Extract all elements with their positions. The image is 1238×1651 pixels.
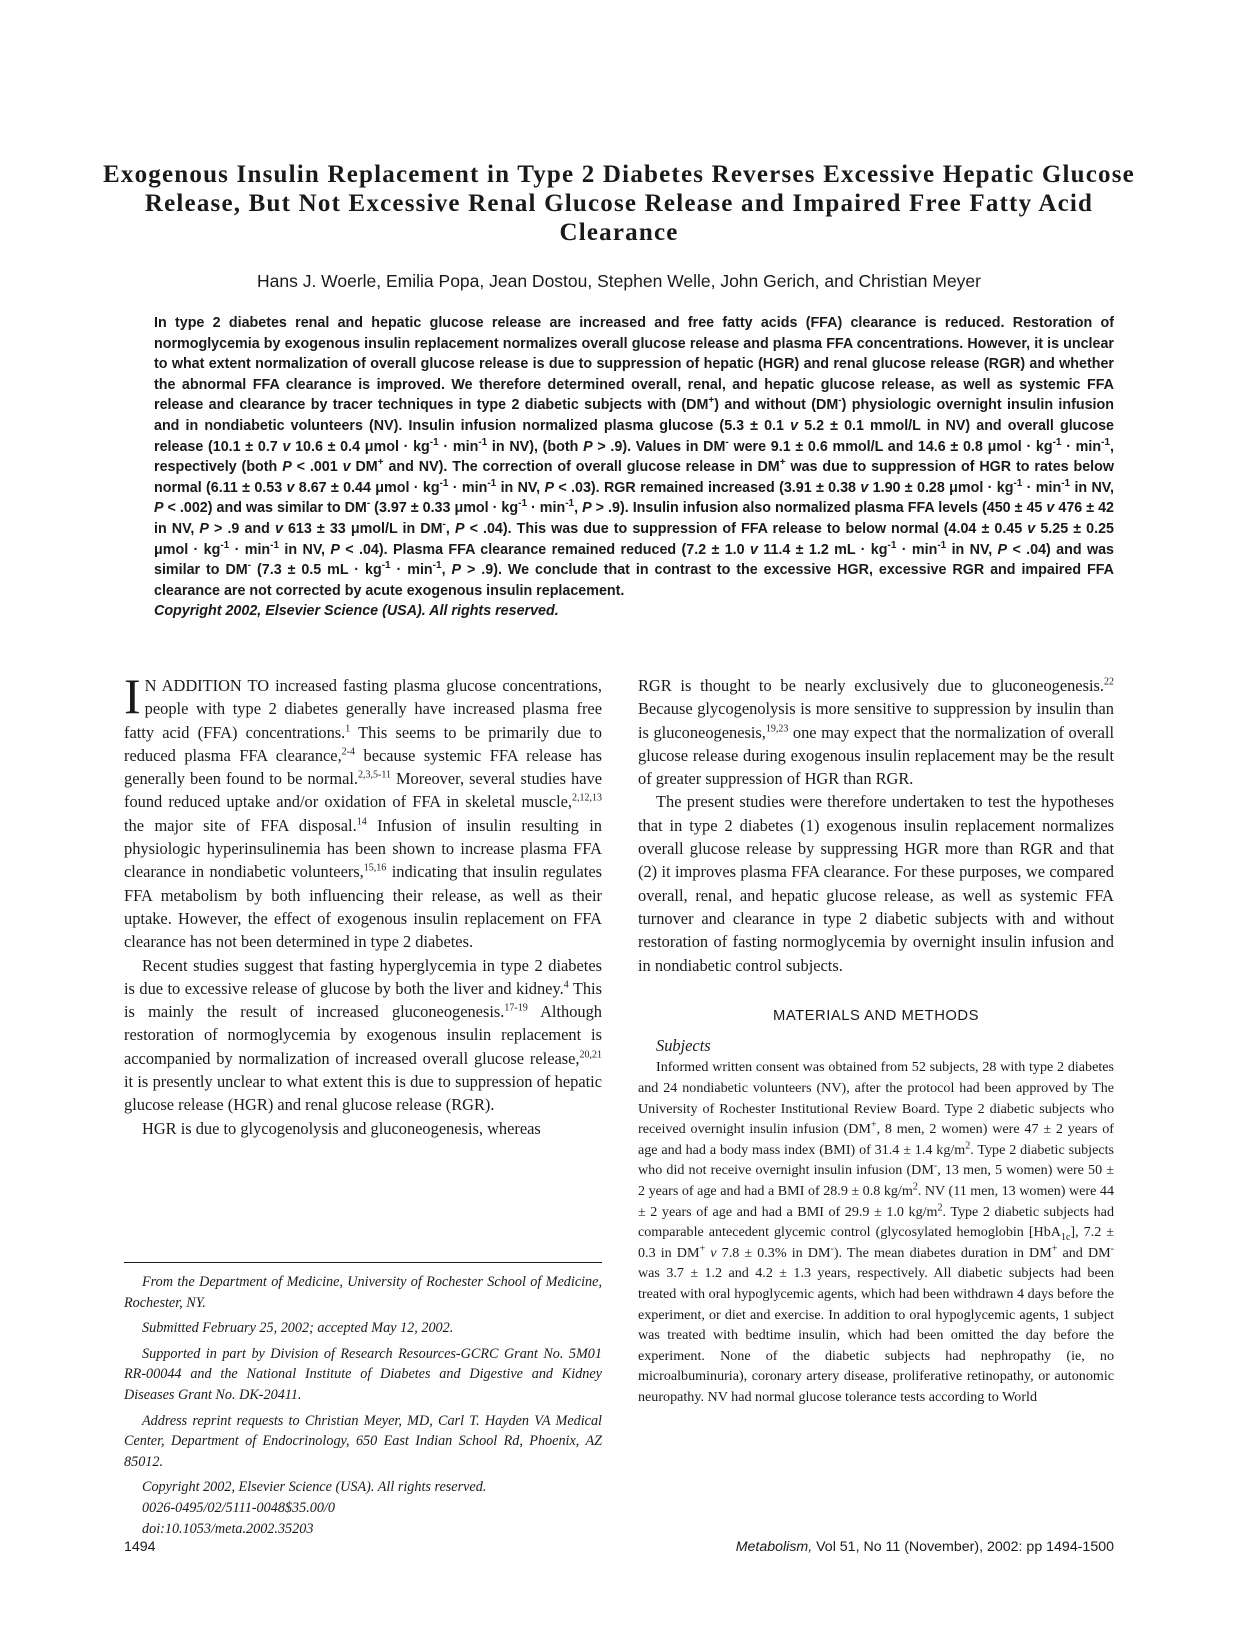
- author-list: Hans J. Woerle, Emilia Popa, Jean Dostou, Stephen Welle, John Gerich, and Christian Meyer: [256, 271, 981, 291]
- footnote-address: Address reprint requests to Christian Meyer, MD, Carl T. Hayden VA Medical Center, Department of Endocrinology, 650 East Indian School Rd, Phoenix, AZ 85012.: [124, 1412, 602, 1470]
- intro-paragraph-3: HGR is due to glycogenolysis and gluconeogenesis, whereas: [142, 1118, 541, 1138]
- intro-paragraph-5: The present studies were therefore undertaken to test the hypotheses that in type 2 diabetes (1) exogenous insulin replacement normalizes overall glucose release by suppressing HGR more than RGR and that (2) it improves plasma FFA clearance. For these purposes, we compared overall, renal, and hepatic glucose release, as well as systemic FFA turnover and clearance in type 2 diabetic subjects with and without restoration of fasting normoglycemia by overnight insulin infusion and in nondiabetic control subjects.: [638, 792, 1114, 975]
- body-column-right: [638, 674, 1114, 1408]
- journal-citation: [736, 1538, 1114, 1556]
- footnote-issn: 0026-0495/02/5111-0048$35.00/0: [142, 1499, 335, 1516]
- footnote-affiliation: From the Department of Medicine, University of Rochester School of Medicine, Rochester, NY.: [124, 1274, 602, 1311]
- footnotes: [124, 1272, 602, 1539]
- body-column-left: [124, 668, 602, 1140]
- abstract-copyright: Copyright 2002, Elsevier Science (USA). All rights reserved.: [154, 603, 559, 620]
- footnote-divider: [124, 1262, 602, 1263]
- section-heading-methods: MATERIALS AND METHODS: [773, 1007, 979, 1024]
- methods-text: [638, 1057, 1114, 1407]
- footnote-doi: doi:10.1053/meta.2002.35203: [142, 1520, 314, 1537]
- article-title: Exogenous Insulin Replacement in Type 2 Diabetes Reverses Excessive Hepatic Glucose Release, But Not Excessive Renal Glucose Release and Impaired Free Fatty Acid Clearance: [103, 161, 1135, 246]
- footnote-copyright: Copyright 2002, Elsevier Science (USA). All rights reserved.: [142, 1479, 487, 1496]
- subsection-heading-subjects: Subjects: [656, 1036, 711, 1056]
- intro-paragraph-1: I N ADDITION TO increased fasting plasma glucose concentrations, people with type 2 diabetes generally have increased plasma free fatty acid (FFA) concentrations.$^1$ This seems to be primarily due to reduced plasma FFA clearance,$^{2-4}$ because systemic FFA release has generally been found to be normal.$^{2,3,5-11}$ Moreover, several studies have found reduced uptake and/or oxidation of FFA in skeletal muscle,$^{2,12,13}$ the major site of FFA disposal.$^{14}$ Infusion of insulin resulting in physiologic hyperinsulinemia has been shown to increase plasma FFA clearance in nondiabetic volunteers,$^{15,16}$ indicating that insulin regulates FFA metabolism by both influencing their release, as well as their uptake. However, the effect of exogenous insulin replacement on FFA clearance has not been determined in type 2 diabetes.: [124, 668, 602, 952]
- drop-cap: I: [124, 668, 141, 724]
- abstract: In type 2 diabetes renal and hepatic glucose release are increased and free fatty acids (FFA) clearance is reduced. Restoration of normoglycemia by exogenous insulin replacement normalizes overall glucose release and plasma FFA concentrations. However, it is unclear to what extent normalization of overall glucose release is due to suppression of hepatic (HGR) and renal glucose release (RGR) and whether the abnormal FFA clearance is improved. We therefore determined overall, renal, and hepatic glucose release, as well as systemic FFA release and clearance by tracer techniques in type 2 diabetic subjects with (DM+) and without (DM-) physiologic overnight insulin infusion and in nondiabetic volunteers (NV). Insulin infusion normalized plasma glucose (5.3 ± 0.1 v 5.2 ± 0.1 mmol/L in NV) and overall glucose release (10.1 ± 0.7 v 10.6 ± 0.4 $\mu mol \cdot kg^{-1} \cdot \min^{-1}$ in NV), (both P > .9). Values in DM- were 9.1 ± 0.6 mmol/L and 14.6 ± 0.8 $\mu mol \cdot kg^{-1} \cdot \min^{-1}$, respectively (both P < .001 v DM+ and NV). The correction of overall glucose release in DM+ was due to suppression of HGR to rates below normal (6.11 ± 0.53 v 8.67 ± 0.44 $\mu mol \cdot kg^{-1} \cdot \min^{-1}$ in NV, P < .03). RGR remained increased (3.91 ± 0.38 v 1.90 ± 0.28 $\mu mol \cdot kg^{-1} \cdot \min^{-1}$ in NV, P < .002) and was similar to DM- (3.97 ± 0.33 $\mu mol \cdot kg^{-1} \cdot \min^{-1}$, P > .9). Insulin infusion also normalized plasma FFA levels (450 ± 45 v 476 ± 42 in NV, P > .9 and v 613 ± 33 μmol/L in DM-, P < .04). This was due to suppression of FFA release to below normal (4.04 ± 0.45 v 5.25 ± 0.25 $\mu mol \cdot kg^{-1} \cdot \min^{-1}$ in NV, P < .04). Plasma FFA clearance remained reduced (7.2 ± 1.0 v 11.4 ± 1.2 mL · $kg^{-1} \cdot \min^{-1}$ in NV, P < .04) and was similar to DM- (7.3 ± 0.5 mL · $kg^{-1} \cdot \min^{-1}$, P > .9). We conclude that in contrast to the excessive HGR, excessive RGR and impaired FFA clearance are not corrected by acute exogenous insulin replacement. Copyright 2002, Elsevier Science (USA). All rights reserved.: [154, 315, 1115, 620]
- journal-name: Metabolism,: [735, 1539, 813, 1555]
- methods-paragraph-1: Informed written consent was obtained from 52 subjects, 28 with type 2 diabetes and 24 nondiabetic volunteers (NV), after the protocol had been approved by The University of Rochester Institutional Review Board. Type 2 diabetic subjects who received overnight insulin infusion (DM+, 8 men, 2 women) were 47 ± 2 years of age and had a body mass index (BMI) of 31.4 ± 1.4 $kg/m^2$. Type 2 diabetic subjects who did not receive overnight insulin infusion (DM-, 13 men, 5 women) were 50 ± 2 years of age and had a BMI of 28.9 ± 0.8 $kg/m^2$. NV (11 men, 13 women) were 44 ± 2 years of age and had a BMI of 29.9 ± 1.0 $kg/m^2$. Type 2 diabetic subjects had comparable antecedent glycemic control (glycosylated hemoglobin [HbA$_{1c}$], 7.2 ± 0.3 in DM+ v 7.8 ± 0.3% in DM-). The mean diabetes duration in DM+ and DM- was 3.7 ± 1.2 and 4.2 ± 1.3 years, respectively. All diabetic subjects had been treated with oral hypoglycemic agents, which had been withdrawn 4 days before the experiment, or diet and exercise. In addition to oral hypoglycemic agents, 1 subject was treated with bedtime insulin, which had been omitted the day before the experiment. None of the diabetic subjects had nephropathy (ie, no microalbuminuria), coronary artery disease, proliferative retinopathy, or autonomic neuropathy. NV had normal glucose tolerance tests according to World: [638, 1059, 1115, 1405]
- citation-details: Vol 51, No 11 (November), 2002: pp 1494-1500: [812, 1539, 1114, 1555]
- footnote-dates: Submitted February 25, 2002; accepted May 12, 2002.: [142, 1320, 454, 1337]
- page-number: 1494: [124, 1539, 156, 1555]
- intro-paragraph-4: RGR is thought to be nearly exclusively due to gluconeogenesis.$^{22}$ Because glycogenolysis is more sensitive to suppression by insulin than is gluconeogenesis,$^{19,23}$ one may expect that the normalization of overall glucose release during exogenous insulin replacement may be the result of greater suppression of HGR than RGR.: [638, 676, 1114, 789]
- footnote-support: Supported in part by Division of Research Resources-GCRC Grant No. 5M01 RR-00044 and the National Institute of Diabetes and Digestive and Kidney Diseases Grant No. DK-20411.: [124, 1345, 602, 1403]
- intro-paragraph-2: Recent studies suggest that fasting hyperglycemia in type 2 diabetes is due to excessive release of glucose by both the liver and kidney.$^4$ This is mainly the result of increased gluconeogenesis.$^{17-19}$ Although restoration of normoglycemia by exogenous insulin replacement is accompanied by normalization of increased overall glucose release,$^{20,21}$ it is presently unclear to what extent this is due to suppression of hepatic glucose release (HGR) and renal glucose release (RGR).: [124, 955, 602, 1115]
